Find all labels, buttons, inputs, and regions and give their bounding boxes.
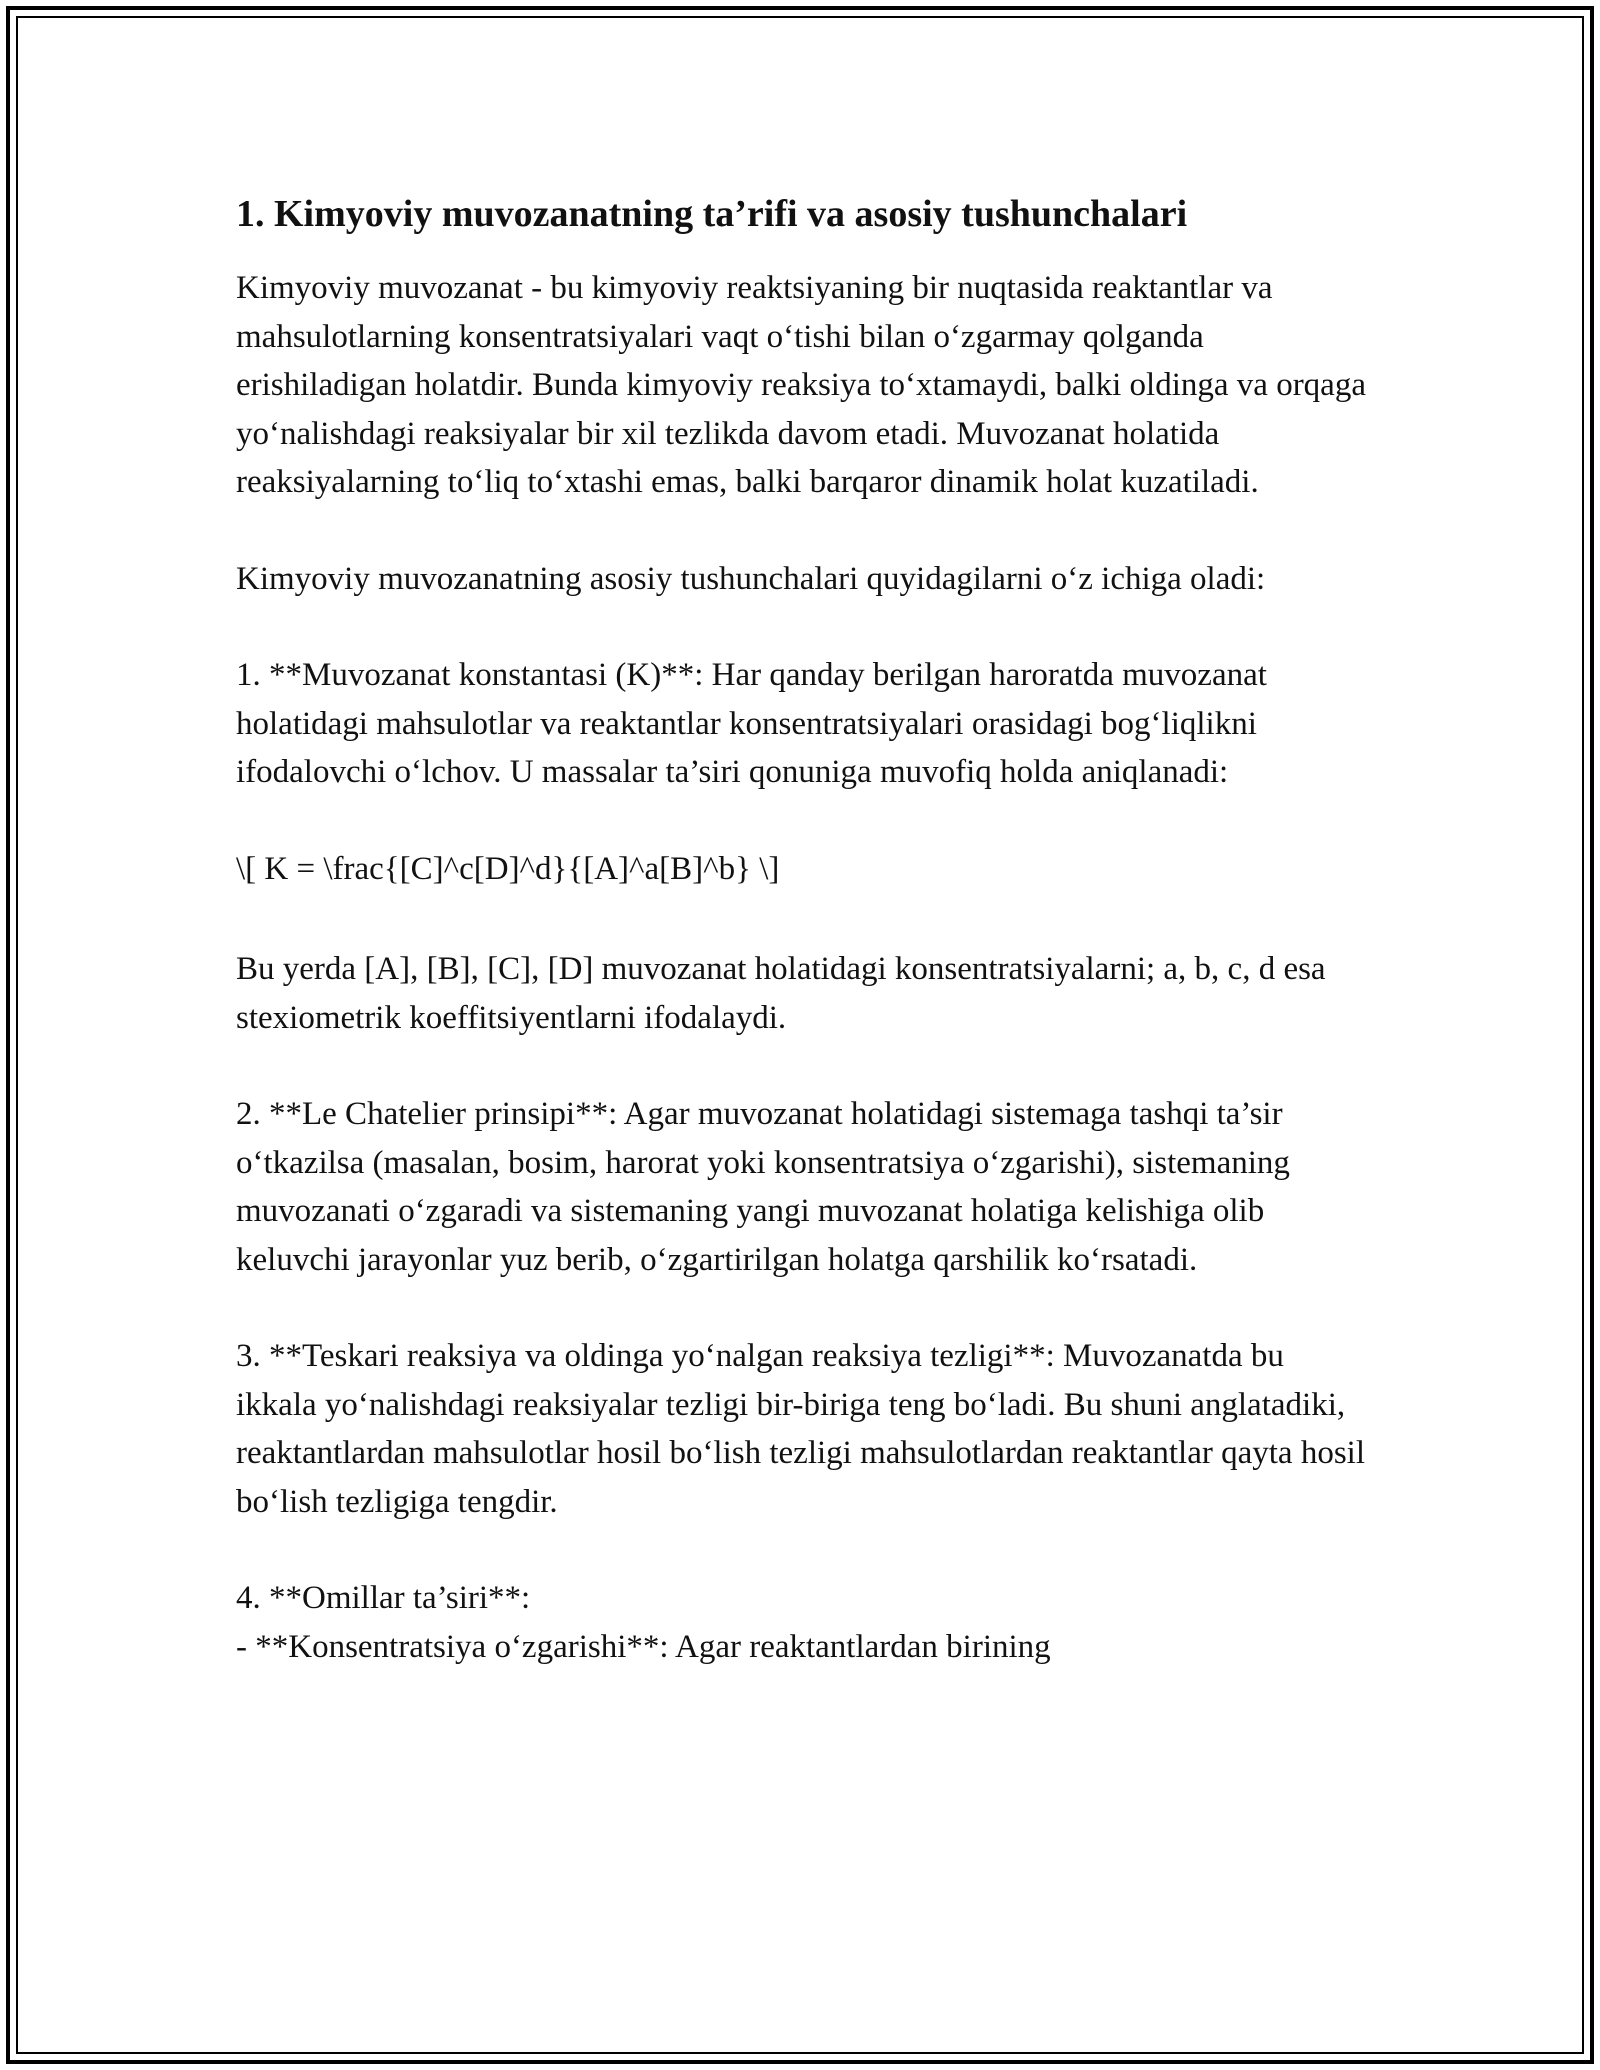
text-block (236, 264, 1366, 1671)
paragraph-definition: Kimyoviy muvozanat - bu kimyoviy reaktsiyaning bir nuqtasida reaktantlar va mahsulotlarning konsentratsiyalari vaqt o‘tishi bilan o‘zgarmay qolganda erishiladigan holatdir. Bunda kimyoviy reaksiya to‘xtamaydi, balki oldinga va orqaga yo‘nalishdagi reaksiyalar bir xil tezlikda davom etadi. Muvozanat holatida reaksiyalarning to‘liq to‘xtashi emas, balki barqaror dinamik holat kuzatiladi. (236, 270, 1366, 500)
paragraph-equilibrium-constant: 1. **Muvozanat konstantasi (K)**: Har qanday berilgan haroratda muvozanat holatidagi mahsulotlar va reaktantlar konsentratsiyalari orasidagi bog‘liqlikni ifodalovchi o‘lchov. U massalar ta’siri qonuniga muvofiq holda aniqlanadi: (236, 657, 1267, 790)
paragraph-le-chatelier: 2. **Le Chatelier prinsipi**: Agar muvozanat holatidagi sistemaga tashqi ta’sir o‘tkazilsa (masalan, bosim, harorat yoki konsentratsiya o‘zgarishi), sistemaning muvozanati o‘zgaradi va sistemaning yangi muvozanat holatiga kelishiga olib keluvchi jarayonlar yuz berib, o‘zgartirilgan holatga qarshilik ko‘rsatadi. (236, 1096, 1290, 1278)
paragraph-factors: 4. **Omillar ta’siri**: - **Konsentratsiya o‘zgarishi**: Agar reaktantlardan birining (236, 1580, 1051, 1665)
document-body (236, 185, 1366, 1719)
paragraph-concepts-intro: Kimyoviy muvozanatning asosiy tushunchalari quyidagilarni o‘z ichiga oladi: (236, 560, 1266, 597)
section-heading: 1. Kimyoviy muvozanatning ta’rifi va asosiy tushunchalari (236, 193, 1188, 235)
paragraph-reaction-rates: 3. **Teskari reaksiya va oldinga yo‘nalgan reaksiya tezligi**: Muvozanatda bu ikkala yo‘nalishdagi reaksiyalar tezligi bir-biriga teng bo‘ladi. Bu shuni anglatadiki, reaktantlardan mahsulotlar hosil bo‘lish tezligi mahsulotlardan reaktantlar qayta hosil bo‘lish tezligiga tengdir. (236, 1338, 1365, 1520)
formula-line: \[ K = \frac{[C]^c[D]^d}{[A]^a[B]^b} \] (236, 850, 780, 887)
paragraph-formula-explanation: Bu yerda [A], [B], [C], [D] muvozanat holatidagi konsentratsiyalarni; a, b, c, d esa stexiometrik koeffitsiyentlarni ifodalaydi. (236, 951, 1326, 1036)
